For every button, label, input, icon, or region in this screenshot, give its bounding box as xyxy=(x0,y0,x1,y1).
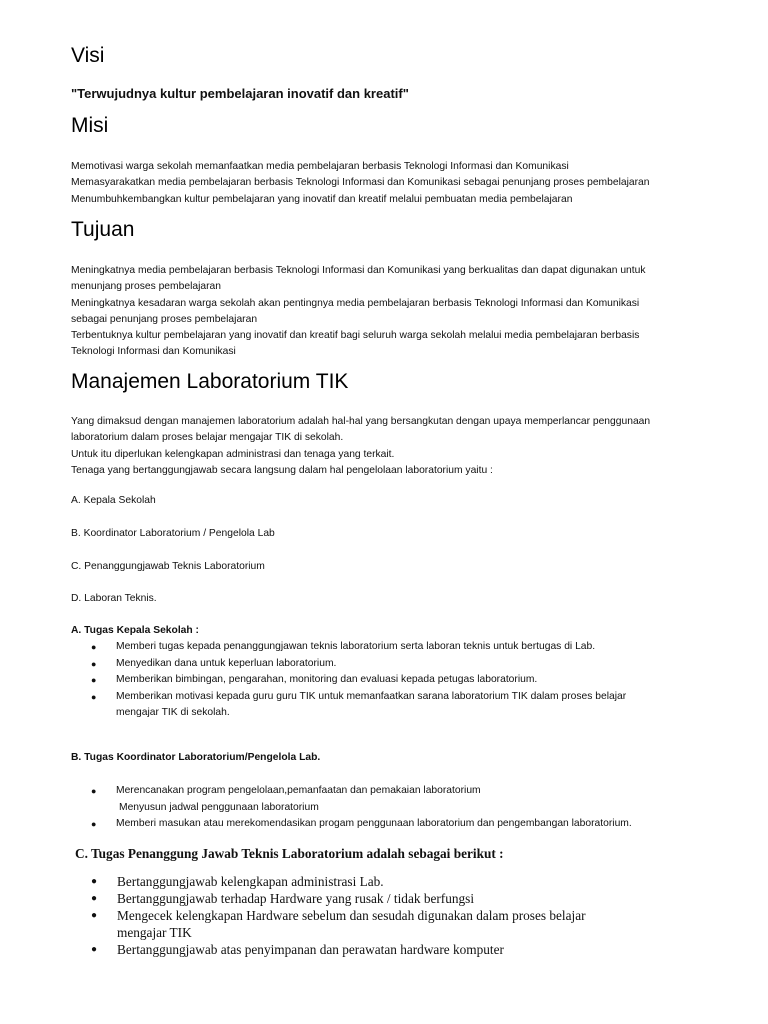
staff-item-laboran: D. Laboran Teknis. xyxy=(71,593,157,604)
tugas-kepala-list xyxy=(0,639,626,722)
bullet-icon: ● xyxy=(91,786,97,796)
list-item-text: Memberi tugas kepada penanggungjawan teknis laboratorium serta laboran teknis untuk bertugas di Lab. xyxy=(116,641,596,652)
tujuan-line: menunjang proses pembelajaran xyxy=(71,281,221,293)
tujuan-line: Teknologi Informasi dan Komunikasi xyxy=(71,346,236,358)
list-item-text: Bertanggungjawab terhadap Hardware yang rusak / tidak berfungsi xyxy=(117,891,475,906)
list-item-text: Memberikan motivasi kepada guru guru TIK untuk memanfaatkan sarana laboratorium TIK dalam proses belajar xyxy=(116,690,627,702)
list-item xyxy=(0,639,626,656)
list-item-continuation xyxy=(0,800,632,817)
bullet-icon: ● xyxy=(91,876,98,887)
staff-item-kepala-sekolah: A. Kepala Sekolah xyxy=(71,495,156,506)
bullet-icon: ● xyxy=(91,658,97,669)
bullet-icon: ● xyxy=(91,819,97,829)
tujuan-paragraph xyxy=(71,263,711,361)
list-item xyxy=(0,656,626,673)
tujuan-line: Meningkatnya kesadaran warga sekolah akan pentingnya media pembelajaran berbasis Teknologi Informasi dan Komunikasi xyxy=(71,297,640,309)
misi-line: Memotivasi warga sekolah memanfaatkan media pembelajaran berbasis Teknologi Informasi dan Komunikasi xyxy=(71,161,569,172)
list-item xyxy=(0,890,586,907)
misi-line: Menumbuhkembangkan kultur pembelajaran yang inovatif dan kreatif melalui pembuatan media pembelajaran xyxy=(71,193,573,205)
manajemen-line: laboratorium dalam proses belajar mengajar TIK di sekolah. xyxy=(71,432,344,444)
list-item-text: Memberi masukan atau merekomendasikan progam penggunaan laboratorium dan pengembangan laboratorium. xyxy=(116,818,632,829)
tugas-teknis-list xyxy=(0,873,586,958)
list-item-continuation xyxy=(0,924,586,941)
list-item-text: Menyedikan dana untuk keperluan laboratorium. xyxy=(116,657,337,669)
manajemen-line: Untuk itu diperlukan kelengkapan administrasi dan tenaga yang terkait. xyxy=(71,448,395,460)
list-item-continuation xyxy=(0,705,626,722)
list-item xyxy=(0,783,632,800)
list-item xyxy=(0,907,586,924)
tugas-koordinator-heading: B. Tugas Koordinator Laboratorium/Pengelola Lab. xyxy=(71,752,321,763)
bullet-icon: ● xyxy=(91,910,98,921)
list-item-text: mengajar TIK di sekolah. xyxy=(116,707,230,718)
list-item xyxy=(0,672,626,689)
list-item-text: Merencanakan program pengelolaan,pemanfaatan dan pemakaian laboratorium xyxy=(116,785,481,796)
tujuan-line: Terbentuknya kultur pembelajaran yang inovatif dan kreatif bagi seluruh warga sekolah melalui media pembelajaran berbasis xyxy=(71,330,640,342)
list-item xyxy=(0,689,626,706)
list-item-text: mengajar TIK xyxy=(117,925,192,940)
tujuan-line: Meningkatnya media pembelajaran berbasis Teknologi Informasi dan Komunikasi yang berkualitas dan dapat digunakan untuk xyxy=(71,265,646,276)
manajemen-heading: Manajemen Laboratorium TIK xyxy=(71,370,349,393)
bullet-icon: ● xyxy=(91,642,97,652)
manajemen-line: Tenaga yang bertanggungjawab secara langsung dalam hal pengelolaan laboratorium yaitu : xyxy=(71,464,493,476)
list-item-text: Menyusun jadwal penggunaan laboratorium xyxy=(119,801,319,813)
tujuan-line: sebagai penunjang proses pembelajaran xyxy=(71,313,258,325)
tugas-teknis-heading: C. Tugas Penanggung Jawab Teknis Laboratorium adalah sebagai berikut : xyxy=(75,846,504,861)
tujuan-heading: Tujuan xyxy=(71,218,135,241)
misi-line: Memasyarakatkan media pembelajaran berbasis Teknologi Informasi dan Komunikasi sebagai penunjang proses pembelajaran xyxy=(71,177,650,189)
manajemen-paragraph xyxy=(71,414,711,479)
list-item-text: Memberikan bimbingan, pengarahan, monitoring dan evaluasi kepada petugas laboratorium. xyxy=(116,674,538,685)
list-item xyxy=(0,941,586,958)
list-item-text: Bertanggungjawab atas penyimpanan dan perawatan hardware komputer xyxy=(117,942,504,957)
staff-item-koordinator: B. Koordinator Laboratorium / Pengelola Lab xyxy=(71,528,275,539)
manajemen-line: Yang dimaksud dengan manajemen laboratorium adalah hal-hal yang bersangkutan dengan upaya memperlancar penggunaan xyxy=(71,416,651,427)
bullet-icon: ● xyxy=(91,944,98,955)
visi-heading: Visi xyxy=(71,44,105,67)
list-item xyxy=(0,873,586,890)
staff-item-penanggungjawab: C. Penanggungjawab Teknis Laboratorium xyxy=(71,561,265,572)
list-item xyxy=(0,816,632,833)
tugas-kepala-heading: A. Tugas Kepala Sekolah : xyxy=(71,625,199,636)
bullet-icon: ● xyxy=(91,691,97,702)
visi-statement: "Terwujudnya kultur pembelajaran inovatif dan kreatif" xyxy=(71,86,409,101)
list-item-text: Bertanggungjawab kelengkapan administrasi Lab. xyxy=(117,874,384,889)
misi-heading: Misi xyxy=(71,114,109,137)
bullet-icon: ● xyxy=(91,675,97,685)
bullet-icon: ● xyxy=(91,893,98,904)
tugas-koordinator-list xyxy=(0,783,632,833)
misi-paragraph xyxy=(71,159,711,208)
list-item-text: Mengecek kelengkapan Hardware sebelum dan sesudah digunakan dalam proses belajar xyxy=(117,908,586,923)
